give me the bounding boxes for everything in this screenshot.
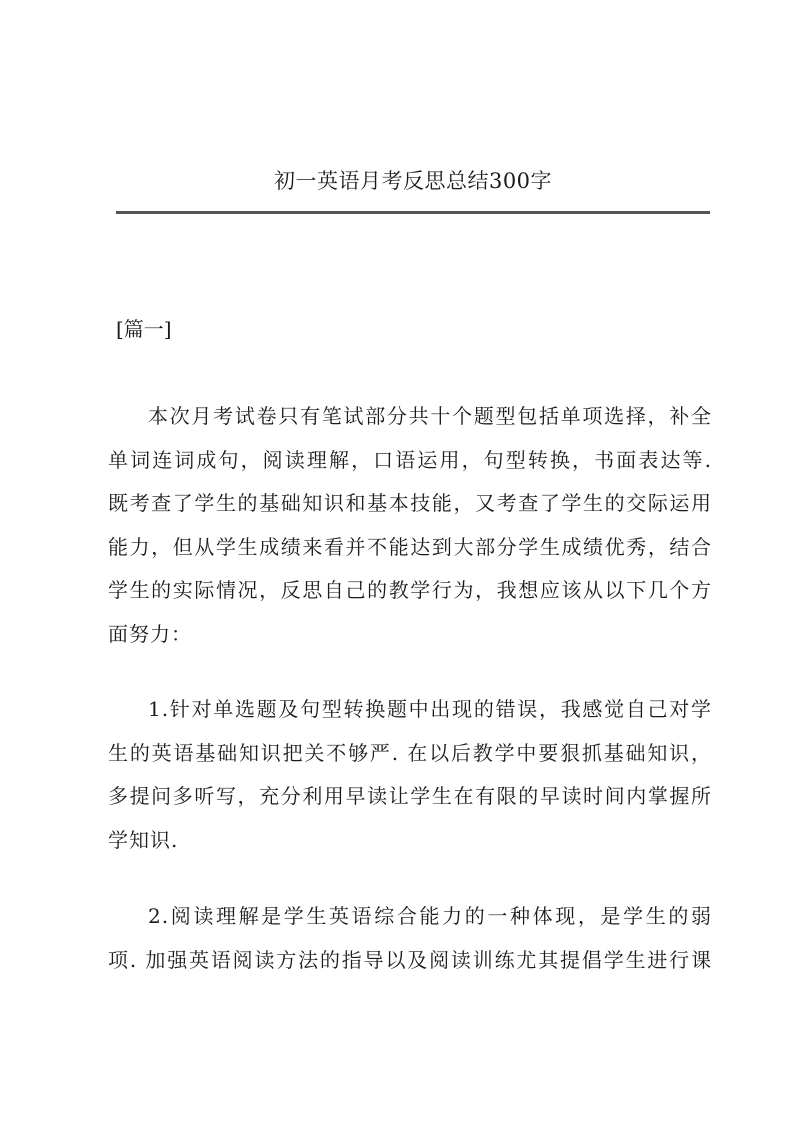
paragraph-line: 多提问多听写，充分利用早读让学生在有限的早读时间内掌握所 bbox=[108, 784, 712, 808]
paragraph-line: 2.阅读理解是学生英语综合能力的一种体现，是学生的弱 bbox=[148, 904, 712, 928]
paragraph-line: 单词连词成句，阅读理解，口语运用，句型转换，书面表达等. bbox=[108, 447, 712, 472]
paragraph-3 bbox=[108, 895, 712, 982]
paragraph-line: 学知识. bbox=[108, 827, 179, 852]
paragraph-line: 1.针对单选题及句型转换题中出现的错误，我感觉自己对学 bbox=[148, 697, 712, 721]
paragraph-line: 项. 加强英语阅读方法的指导以及阅读训练尤其提倡学生进行课 bbox=[108, 947, 712, 972]
paragraph-line: 本次月考试卷只有笔试部分共十个题型包括单项选择，补全 bbox=[148, 404, 712, 428]
title-divider bbox=[116, 211, 710, 214]
paragraph-2 bbox=[108, 688, 712, 862]
paragraph-line: 面努力： bbox=[108, 621, 192, 646]
paragraph-line: 能力，但从学生成绩来看并不能达到大部分学生成绩优秀，结合 bbox=[108, 534, 712, 559]
page-title: 初一英语月考反思总结300字 bbox=[273, 169, 553, 193]
paragraph-line: 既考查了学生的基础知识和基本技能，又考查了学生的交际运用 bbox=[108, 491, 712, 515]
paragraph-line: 学生的实际情况，反思自己的教学行为，我想应该从以下几个方 bbox=[108, 578, 712, 602]
paragraph-1 bbox=[108, 395, 712, 656]
section-label: [篇一] bbox=[116, 317, 172, 341]
paragraph-line: 生的英语基础知识把关不够严. 在以后教学中要狠抓基础知识， bbox=[108, 740, 712, 765]
